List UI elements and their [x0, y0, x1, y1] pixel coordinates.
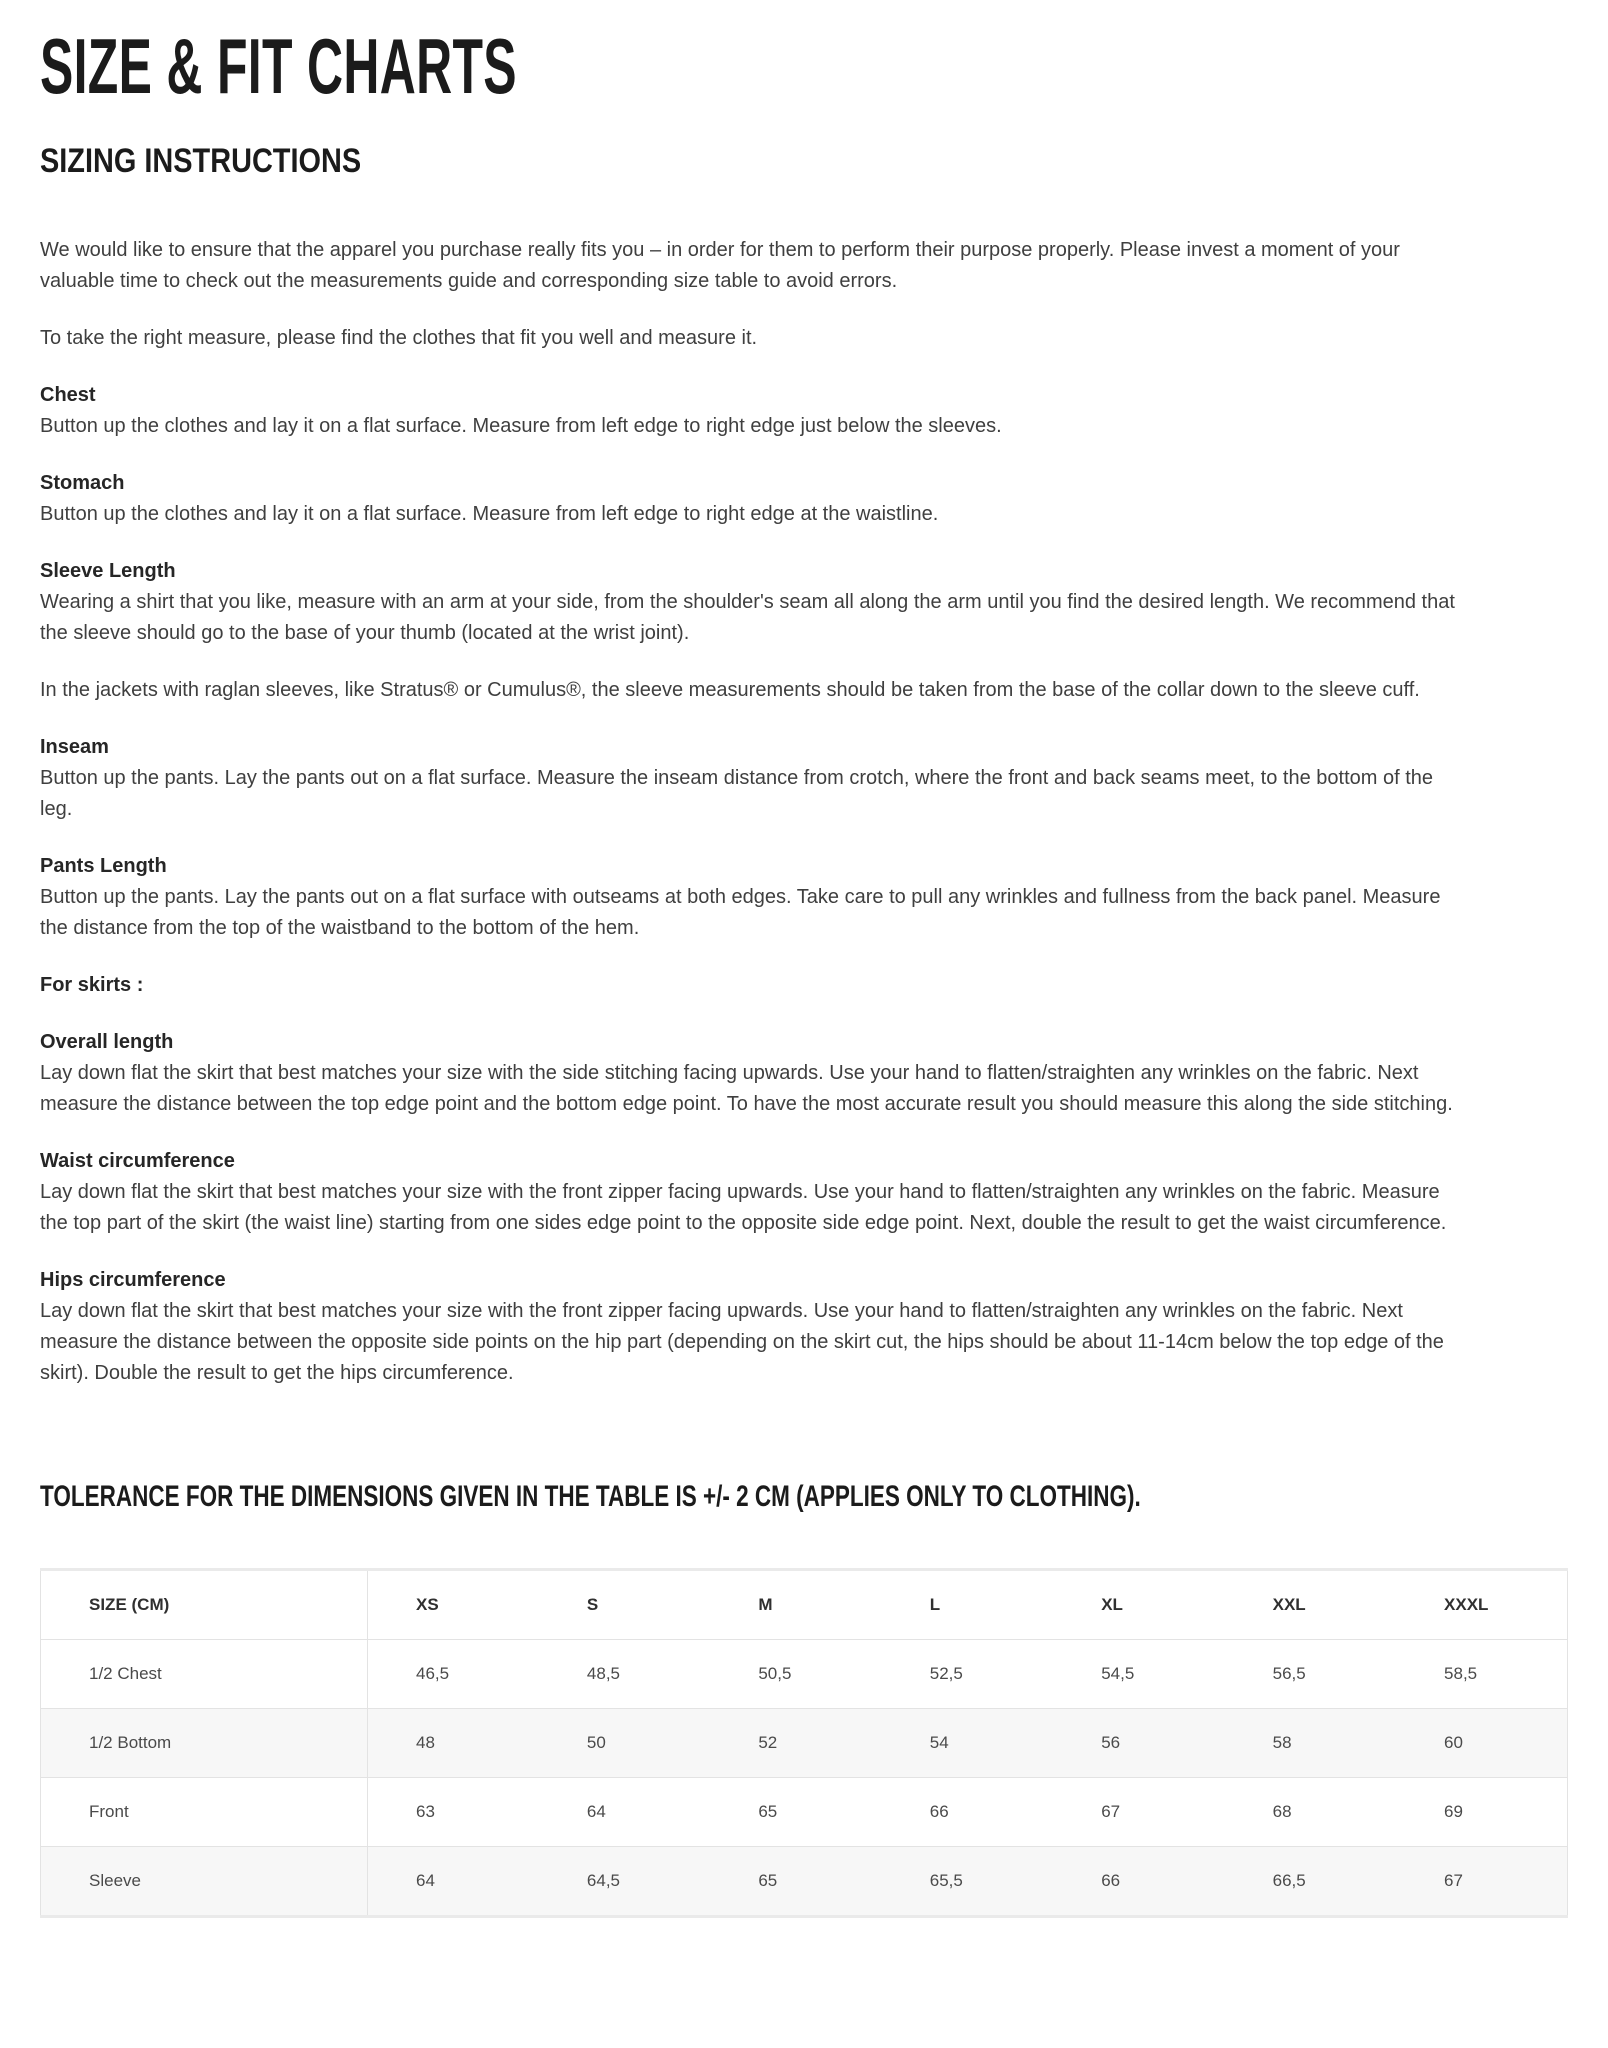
column-header-s: S	[586, 1595, 599, 1614]
size-value: 64,5	[586, 1871, 621, 1890]
size-value: 60	[1444, 1733, 1463, 1752]
section-desc: Wearing a shirt that you like, measure with an arm at your side, from the shoulder's seam all along the arm until you find the desired length. We recommend that the sleeve should go to the base of your thumb (located at the wrist joint).	[40, 591, 1455, 644]
section-desc: Button up the pants. Lay the pants out on a flat surface with outseams at both edges. Take care to pull any wrinkles and fullness from the back panel. Measure the distance from the top of the waistband to the bottom of the hem.	[40, 886, 1441, 939]
row-label: 1/2 Bottom	[41, 1709, 368, 1778]
size-value: 67	[1444, 1871, 1463, 1890]
size-table-head	[41, 1570, 1568, 1640]
column-header-xs: XS	[416, 1595, 439, 1614]
measurement-section	[40, 675, 1568, 706]
row-label: 1/2 Chest	[41, 1640, 368, 1709]
section-desc: Button up the clothes and lay it on a flat surface. Measure from left edge to right edge just below the sleeves.	[40, 415, 1002, 437]
measurement-section	[40, 851, 1568, 944]
size-value: 68	[1272, 1802, 1292, 1821]
section-desc: Lay down flat the skirt that best matches your size with the front zipper facing upwards. Use your hand to flatten/straighten any wrinkles on the fabric. Next measure the distance between the opposite side points on the hip part (depending on the skirt cut, the hips should be about 11-14cm below the top edge of the skirt). Double the result to get the hips circumference.	[40, 1300, 1444, 1384]
tolerance-heading: TOLERANCE FOR THE DIMENSIONS GIVEN IN THE TABLE IS +/- 2 CM (APPLIES ONLY TO CLOTHING).	[40, 1480, 1141, 1513]
size-value: 50	[586, 1733, 606, 1752]
section-desc: Button up the pants. Lay the pants out on a flat surface. Measure the inseam distance from crotch, where the front and back seams meet, to the bottom of the leg.	[40, 767, 1434, 820]
row-label: Front	[41, 1778, 368, 1847]
table-row-sleeve	[41, 1847, 1568, 1917]
measurement-section	[40, 1146, 1568, 1239]
size-value: 65	[758, 1871, 778, 1890]
size-value: 46,5	[416, 1664, 450, 1683]
size-value: 65	[758, 1802, 778, 1821]
table-row-1-2-chest	[41, 1640, 1568, 1709]
section-term: Chest	[40, 384, 96, 406]
intro-paragraph: We would like to ensure that the apparel you purchase really fits you – in order for them to perform their purpose properly. Please invest a moment of your valuable time to check out the measurements guide and corresponding size table to avoid errors.	[40, 239, 1400, 292]
size-value: 65,5	[929, 1871, 963, 1890]
measurement-sections	[40, 380, 1568, 1389]
column-header-xxxl: XXXL	[1444, 1595, 1489, 1614]
table-row-front	[41, 1778, 1568, 1847]
measurement-section	[40, 970, 1568, 1001]
intro-paragraphs	[40, 235, 1568, 354]
section-term: Hips circumference	[40, 1269, 226, 1291]
size-value: 67	[1101, 1802, 1121, 1821]
size-value: 54,5	[1101, 1664, 1135, 1683]
page-title: SIZE & FIT CHARTS	[40, 22, 517, 110]
column-header-m: M	[758, 1595, 773, 1614]
size-value: 48	[416, 1733, 435, 1752]
size-value: 56,5	[1272, 1664, 1306, 1683]
measurement-section	[40, 1027, 1568, 1120]
size-value: 48,5	[586, 1664, 621, 1683]
column-header-xxl: XXL	[1272, 1595, 1306, 1614]
measurement-section	[40, 380, 1568, 442]
size-value: 58	[1272, 1733, 1292, 1752]
measurement-section	[40, 556, 1568, 649]
section-desc: Button up the clothes and lay it on a flat surface. Measure from left edge to right edge at the waistline.	[40, 503, 939, 525]
sizing-instructions-heading: SIZING INSTRUCTIONS	[40, 142, 362, 180]
size-value: 64	[586, 1802, 606, 1821]
section-term: Sleeve Length	[40, 560, 176, 582]
section-term: Waist circumference	[40, 1150, 235, 1172]
section-term: Stomach	[40, 472, 125, 494]
size-value: 66	[929, 1802, 949, 1821]
size-table-header-row	[41, 1570, 1568, 1640]
size-table-body	[41, 1640, 1568, 1917]
size-table	[40, 1568, 1568, 1918]
measurement-section	[40, 468, 1568, 530]
size-value: 69	[1444, 1802, 1463, 1821]
section-desc: Lay down flat the skirt that best matches your size with the side stitching facing upwards. Use your hand to flatten/straighten any wrinkles on the fabric. Next measure the distance between the top edge point and the bottom edge point. To have the most accurate result you should measure this along the side stitching.	[40, 1062, 1453, 1115]
section-term: Overall length	[40, 1031, 174, 1053]
section-term: Inseam	[40, 736, 109, 758]
size-value: 64	[416, 1871, 435, 1890]
column-header-l: L	[929, 1595, 941, 1614]
size-value: 56	[1101, 1733, 1121, 1752]
size-value: 54	[929, 1733, 949, 1752]
section-desc: Lay down flat the skirt that best matches your size with the front zipper facing upwards. Use your hand to flatten/straighten any wrinkles on the fabric. Measure the top part of the skirt (the waist line) starting from one sides edge point to the opposite side edge point. Next, double the result to get the waist circumference.	[40, 1181, 1447, 1234]
size-value: 52	[758, 1733, 778, 1752]
size-value: 63	[416, 1802, 435, 1821]
measurement-section	[40, 732, 1568, 825]
row-label: Sleeve	[41, 1847, 368, 1917]
column-header-size-cm: SIZE (CM)	[41, 1570, 368, 1640]
table-row-1-2-bottom	[41, 1709, 1568, 1778]
section-desc: In the jackets with raglan sleeves, like Stratus® or Cumulus®, the sleeve measurements should be taken from the base of the collar down to the sleeve cuff.	[40, 679, 1420, 701]
section-term: Pants Length	[40, 855, 167, 877]
intro-paragraph: To take the right measure, please find the clothes that fit you well and measure it.	[40, 327, 758, 349]
section-term: For skirts :	[40, 974, 144, 996]
size-value: 66,5	[1272, 1871, 1306, 1890]
size-value: 50,5	[758, 1664, 792, 1683]
size-value: 52,5	[929, 1664, 963, 1683]
column-header-xl: XL	[1101, 1595, 1123, 1614]
size-value: 66	[1101, 1871, 1121, 1890]
measurement-section	[40, 1265, 1568, 1389]
size-value: 58,5	[1444, 1664, 1478, 1683]
